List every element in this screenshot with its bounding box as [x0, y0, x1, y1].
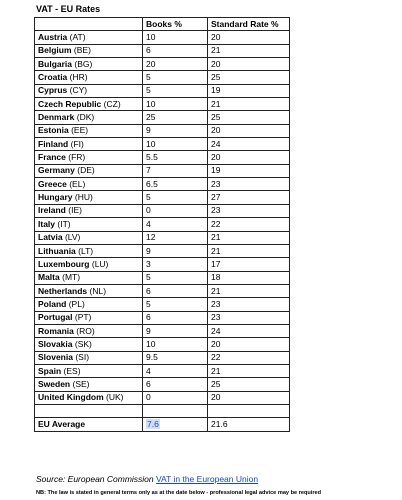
country-name: Latvia — [38, 232, 63, 243]
books-rate-cell: 5 — [143, 271, 208, 284]
country-name: Poland — [38, 298, 67, 309]
country-code: (IT) — [57, 218, 71, 229]
country-name: Malta — [38, 272, 60, 283]
standard-rate-cell: 20 — [208, 31, 290, 44]
standard-rate-cell: 20 — [208, 58, 290, 71]
standard-rate-cell: 25 — [208, 378, 290, 391]
header-standard-rate: Standard Rate % — [208, 18, 290, 31]
books-rate-cell: 12 — [143, 231, 208, 244]
standard-rate-cell: 24 — [208, 324, 290, 337]
books-rate-cell: 5.5 — [143, 151, 208, 164]
books-rate-cell: 5 — [143, 84, 208, 97]
country-cell — [35, 138, 143, 151]
standard-rate-cell: 20 — [208, 338, 290, 351]
books-rate-cell: 5 — [143, 298, 208, 311]
country-cell — [35, 84, 143, 97]
country-cell — [35, 218, 143, 231]
country-code: (SI) — [75, 352, 90, 363]
standard-rate-cell: 19 — [208, 164, 290, 177]
standard-rate-cell: 23 — [208, 204, 290, 217]
country-cell — [35, 124, 143, 137]
average-row — [35, 418, 290, 431]
table-row — [35, 204, 290, 217]
country-code: (DE) — [77, 165, 95, 176]
country-name: Sweden — [38, 378, 71, 389]
table-row — [35, 111, 290, 124]
country-code: (PT) — [74, 312, 92, 323]
empty-cell — [208, 404, 290, 417]
country-cell — [35, 111, 143, 124]
country-name: United Kingdom — [38, 392, 104, 403]
standard-rate-cell: 21 — [208, 44, 290, 57]
country-cell — [35, 378, 143, 391]
empty-cell — [143, 404, 208, 417]
standard-rate-cell: 27 — [208, 191, 290, 204]
books-rate-cell: 6 — [143, 378, 208, 391]
country-code: (LU) — [91, 258, 109, 269]
country-cell — [35, 204, 143, 217]
average-books-value: 7.6 — [147, 418, 159, 429]
country-code: (SE) — [72, 378, 90, 389]
country-name: Belgium — [38, 45, 72, 56]
header-books: Books % — [143, 18, 208, 31]
source-prefix: Source: European Commission — [36, 474, 157, 484]
empty-cell — [35, 404, 143, 417]
table-row — [35, 284, 290, 297]
country-name: Czech Republic — [38, 98, 102, 109]
standard-rate-cell: 24 — [208, 138, 290, 151]
books-rate-cell: 10 — [143, 31, 208, 44]
table-row — [35, 218, 290, 231]
country-name: Hungary — [38, 192, 73, 203]
country-code: (BE) — [73, 45, 91, 56]
books-rate-cell: 4 — [143, 218, 208, 231]
country-cell — [35, 164, 143, 177]
books-rate-cell: 6 — [143, 284, 208, 297]
country-name: Ireland — [38, 205, 66, 216]
books-rate-cell: 5 — [143, 71, 208, 84]
table-row — [35, 71, 290, 84]
country-cell — [35, 31, 143, 44]
country-name: Slovakia — [38, 338, 73, 349]
table-row — [35, 391, 290, 404]
table-row — [35, 124, 290, 137]
country-code: (LV) — [64, 232, 81, 243]
country-code: (AT) — [69, 32, 86, 43]
books-rate-cell: 10 — [143, 138, 208, 151]
country-cell — [35, 271, 143, 284]
country-cell — [35, 324, 143, 337]
country-cell — [35, 71, 143, 84]
country-cell — [35, 244, 143, 257]
header-country — [35, 18, 143, 31]
country-code: (BG) — [74, 58, 93, 69]
books-rate-cell: 5 — [143, 191, 208, 204]
table-row — [35, 178, 290, 191]
table-row — [35, 98, 290, 111]
standard-rate-cell: 21 — [208, 364, 290, 377]
standard-rate-cell: 20 — [208, 391, 290, 404]
country-cell — [35, 284, 143, 297]
vat-in-eu-link[interactable]: VAT in the European Union — [156, 474, 259, 484]
country-name: Cyprus — [38, 85, 68, 96]
country-code: (MT) — [62, 272, 81, 283]
country-code: (RO) — [76, 325, 95, 336]
standard-rate-cell: 21 — [208, 244, 290, 257]
country-name: Luxembourg — [38, 258, 90, 269]
vat-rates-table — [34, 17, 290, 432]
country-name: Lithuania — [38, 245, 76, 256]
standard-rate-cell: 20 — [208, 124, 290, 137]
table-row — [35, 191, 290, 204]
table-row — [35, 164, 290, 177]
country-name: Romania — [38, 325, 74, 336]
country-cell — [35, 231, 143, 244]
books-rate-cell: 0 — [143, 204, 208, 217]
disclaimer: NB: The law is stated in general terms only as at the date below - professional legal advice may be required — [36, 490, 322, 496]
country-name: Croatia — [38, 72, 68, 83]
country-name: Germany — [38, 165, 75, 176]
source-note — [36, 474, 258, 485]
books-rate-cell: 10 — [143, 98, 208, 111]
country-cell — [35, 311, 143, 324]
books-rate-cell: 4 — [143, 364, 208, 377]
table-row — [35, 44, 290, 57]
country-code: (NL) — [89, 285, 107, 296]
books-rate-cell: 3 — [143, 258, 208, 271]
country-code: (CZ) — [103, 98, 121, 109]
country-name: Italy — [38, 218, 56, 229]
country-code: (FI) — [70, 138, 84, 149]
country-code: (HU) — [74, 192, 93, 203]
table-row — [35, 324, 290, 337]
country-code: (LT) — [78, 245, 94, 256]
table-row — [35, 151, 290, 164]
average-standard-cell: 21.6 — [208, 418, 290, 431]
table-row — [35, 84, 290, 97]
table-row — [35, 298, 290, 311]
table-row — [35, 271, 290, 284]
table-row — [35, 351, 290, 364]
country-cell — [35, 98, 143, 111]
table-row — [35, 231, 290, 244]
standard-rate-cell: 25 — [208, 111, 290, 124]
country-cell — [35, 364, 143, 377]
books-rate-cell: 7 — [143, 164, 208, 177]
country-code: (DK) — [76, 112, 95, 123]
country-cell — [35, 58, 143, 71]
country-cell — [35, 178, 143, 191]
standard-rate-cell: 21 — [208, 231, 290, 244]
country-cell — [35, 258, 143, 271]
standard-rate-cell: 20 — [208, 151, 290, 164]
country-code: (CY) — [69, 85, 88, 96]
country-cell — [35, 391, 143, 404]
books-rate-cell: 0 — [143, 391, 208, 404]
country-cell — [35, 298, 143, 311]
country-cell — [35, 338, 143, 351]
table-row — [35, 58, 290, 71]
country-code: (EE) — [71, 125, 89, 136]
table-row — [35, 31, 290, 44]
country-name: Finland — [38, 138, 69, 149]
country-code: (FR) — [68, 152, 86, 163]
country-name: Bulgaria — [38, 58, 73, 69]
standard-rate-cell: 23 — [208, 178, 290, 191]
books-rate-cell: 20 — [143, 58, 208, 71]
country-cell — [35, 191, 143, 204]
table-row — [35, 364, 290, 377]
table-row — [35, 244, 290, 257]
average-books-cell — [143, 418, 208, 431]
table-row — [35, 138, 290, 151]
country-name: Portugal — [38, 312, 73, 323]
country-cell — [35, 151, 143, 164]
standard-rate-cell: 17 — [208, 258, 290, 271]
country-code: (UK) — [106, 392, 124, 403]
standard-rate-cell: 19 — [208, 84, 290, 97]
books-rate-cell: 9 — [143, 244, 208, 257]
books-rate-cell: 6 — [143, 311, 208, 324]
standard-rate-cell: 23 — [208, 298, 290, 311]
standard-rate-cell: 23 — [208, 311, 290, 324]
page-title: VAT - EU Rates — [36, 4, 101, 14]
country-cell — [35, 44, 143, 57]
books-rate-cell: 9 — [143, 324, 208, 337]
country-code: (EL) — [69, 178, 86, 189]
country-code: (SK) — [74, 338, 92, 349]
books-rate-cell: 6.5 — [143, 178, 208, 191]
country-code: (PL) — [68, 298, 85, 309]
books-rate-cell: 9.5 — [143, 351, 208, 364]
table-row — [35, 338, 290, 351]
country-name: Austria — [38, 32, 68, 43]
country-name: Netherlands — [38, 285, 88, 296]
table-row — [35, 258, 290, 271]
country-cell — [35, 351, 143, 364]
table-row — [35, 311, 290, 324]
standard-rate-cell: 22 — [208, 351, 290, 364]
books-rate-cell: 9 — [143, 124, 208, 137]
standard-rate-cell: 18 — [208, 271, 290, 284]
average-label: EU Average — [35, 418, 143, 431]
country-name: Denmark — [38, 112, 75, 123]
standard-rate-cell: 21 — [208, 98, 290, 111]
standard-rate-cell: 22 — [208, 218, 290, 231]
table-row — [35, 378, 290, 391]
country-name: Greece — [38, 178, 67, 189]
standard-rate-cell: 25 — [208, 71, 290, 84]
country-name: Spain — [38, 365, 62, 376]
books-rate-cell: 10 — [143, 338, 208, 351]
table-header-row — [35, 18, 290, 31]
country-code: (IE) — [68, 205, 82, 216]
spacer-row — [35, 404, 290, 417]
country-code: (HR) — [69, 72, 88, 83]
books-rate-cell: 6 — [143, 44, 208, 57]
country-name: Slovenia — [38, 352, 73, 363]
standard-rate-cell: 21 — [208, 284, 290, 297]
country-name: France — [38, 152, 66, 163]
country-code: (ES) — [63, 365, 81, 376]
books-rate-cell: 25 — [143, 111, 208, 124]
country-name: Estonia — [38, 125, 69, 136]
